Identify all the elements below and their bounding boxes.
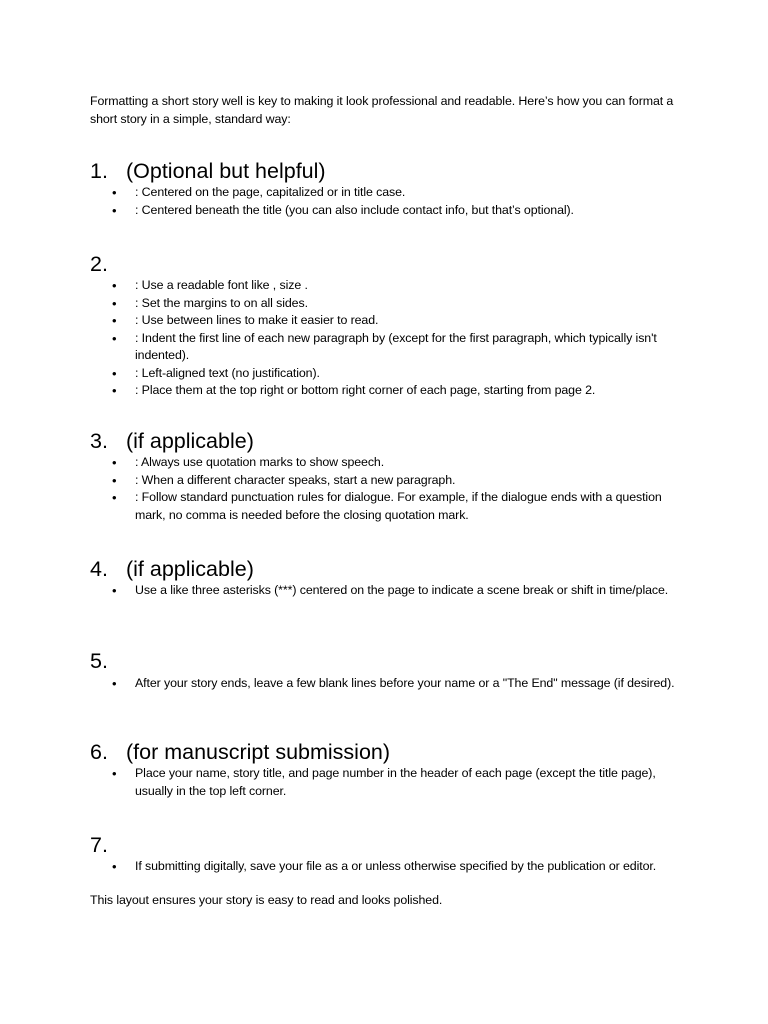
section-heading — [90, 557, 700, 582]
bullet-icon: • — [112, 202, 117, 218]
list-item — [90, 454, 680, 472]
list-item — [90, 858, 680, 876]
list-item-text: : Use between lines to make it easier to read. — [135, 313, 379, 327]
section-title: (if applicable) — [125, 429, 254, 453]
section-number: 4. — [90, 557, 108, 581]
list-item — [90, 330, 680, 365]
section-title: (if applicable) — [125, 557, 254, 581]
section-number: 7. — [90, 833, 108, 857]
bullet-icon: • — [112, 472, 117, 488]
bullet-icon: • — [112, 365, 117, 381]
bullet-icon: • — [112, 278, 117, 293]
list-item — [90, 489, 680, 524]
section-heading — [90, 252, 700, 277]
list-item-text: Use a like three asterisks (***) centered on the page to indicate a scene break or shift in time/place. — [135, 583, 669, 597]
bullet-list — [90, 765, 700, 800]
intro-paragraph: Formatting a short story well is key to making it look professional and readable. Here’s how you can format a short story in a simple, standard way: — [90, 94, 674, 126]
section-2 — [90, 252, 700, 400]
list-item — [90, 184, 680, 202]
bullet-icon: • — [112, 455, 117, 470]
list-item — [90, 202, 680, 220]
section-heading — [90, 833, 700, 858]
list-item-text: : Use a readable font like , size . — [135, 278, 308, 292]
section-7 — [90, 833, 700, 876]
section-3 — [90, 429, 700, 524]
section-number: 2. — [90, 252, 108, 276]
list-item — [90, 312, 680, 330]
section-number: 1. — [90, 159, 108, 183]
list-item-text: If submitting digitally, save your file as a or unless otherwise specified by the publication or editor. — [135, 859, 657, 873]
list-item-text: : When a different character speaks, start a new paragraph. — [135, 472, 456, 487]
bullet-list — [90, 675, 700, 693]
section-number: 5. — [90, 649, 108, 673]
list-item-text: : Place them at the top right or bottom right corner of each page, starting from page 2. — [135, 383, 596, 397]
bullet-icon: • — [112, 583, 117, 598]
bullet-icon: • — [112, 859, 117, 874]
section-number: 3. — [90, 429, 108, 453]
bullet-icon: • — [112, 330, 117, 346]
list-item — [90, 675, 680, 693]
section-5 — [90, 649, 700, 693]
list-item — [90, 365, 680, 383]
list-item-text: Place your name, story title, and page number in the header of each page (except the title page), usually in the top left corner. — [135, 766, 656, 798]
list-item — [90, 382, 680, 400]
list-item — [90, 582, 680, 600]
list-item — [90, 277, 680, 295]
list-item-text: : Set the margins to on all sides. — [135, 295, 308, 310]
list-item-text: : Follow standard punctuation rules for dialogue. For example, if the dialogue ends with a question mark, no comma is needed before the closing quotation mark. — [135, 490, 662, 522]
bullet-icon: • — [112, 490, 117, 505]
list-item — [90, 472, 680, 490]
bullet-list — [90, 454, 700, 524]
bullet-icon: • — [112, 766, 117, 781]
section-heading — [90, 740, 700, 765]
bullet-icon: • — [112, 313, 117, 328]
bullet-icon: • — [112, 676, 117, 691]
list-item-text: : Centered on the page, capitalized or in title case. — [135, 185, 406, 199]
bullet-list — [90, 582, 700, 600]
section-4 — [90, 557, 700, 600]
bullet-icon: • — [112, 295, 117, 311]
list-item-text: After your story ends, leave a few blank lines before your name or a "The End" message (if desired). — [135, 676, 675, 690]
bullet-list — [90, 184, 700, 219]
section-title: (for manuscript submission) — [125, 740, 391, 764]
list-item — [90, 295, 680, 313]
list-item-text: : Left-aligned text (no justification). — [135, 365, 320, 380]
bullet-list — [90, 277, 700, 400]
list-item-text: : Always use quotation marks to show speech. — [135, 455, 385, 469]
list-item-text: : Centered beneath the title (you can also include contact info, but that’s optional). — [135, 202, 574, 217]
section-number: 6. — [90, 740, 108, 764]
section-6 — [90, 740, 700, 800]
closing-paragraph: This layout ensures your story is easy to read and looks polished. — [90, 893, 443, 907]
section-1 — [90, 159, 700, 219]
section-title: (Optional but helpful) — [125, 159, 326, 183]
section-heading — [90, 429, 700, 454]
bullet-icon: • — [112, 383, 117, 398]
bullet-icon: • — [112, 185, 117, 200]
bullet-list — [90, 858, 700, 876]
list-item — [90, 765, 680, 800]
list-item-text: : Indent the first line of each new paragraph by (except for the first paragraph, which typically isn't indented). — [135, 330, 657, 362]
section-heading — [90, 159, 700, 184]
section-heading — [90, 649, 700, 674]
